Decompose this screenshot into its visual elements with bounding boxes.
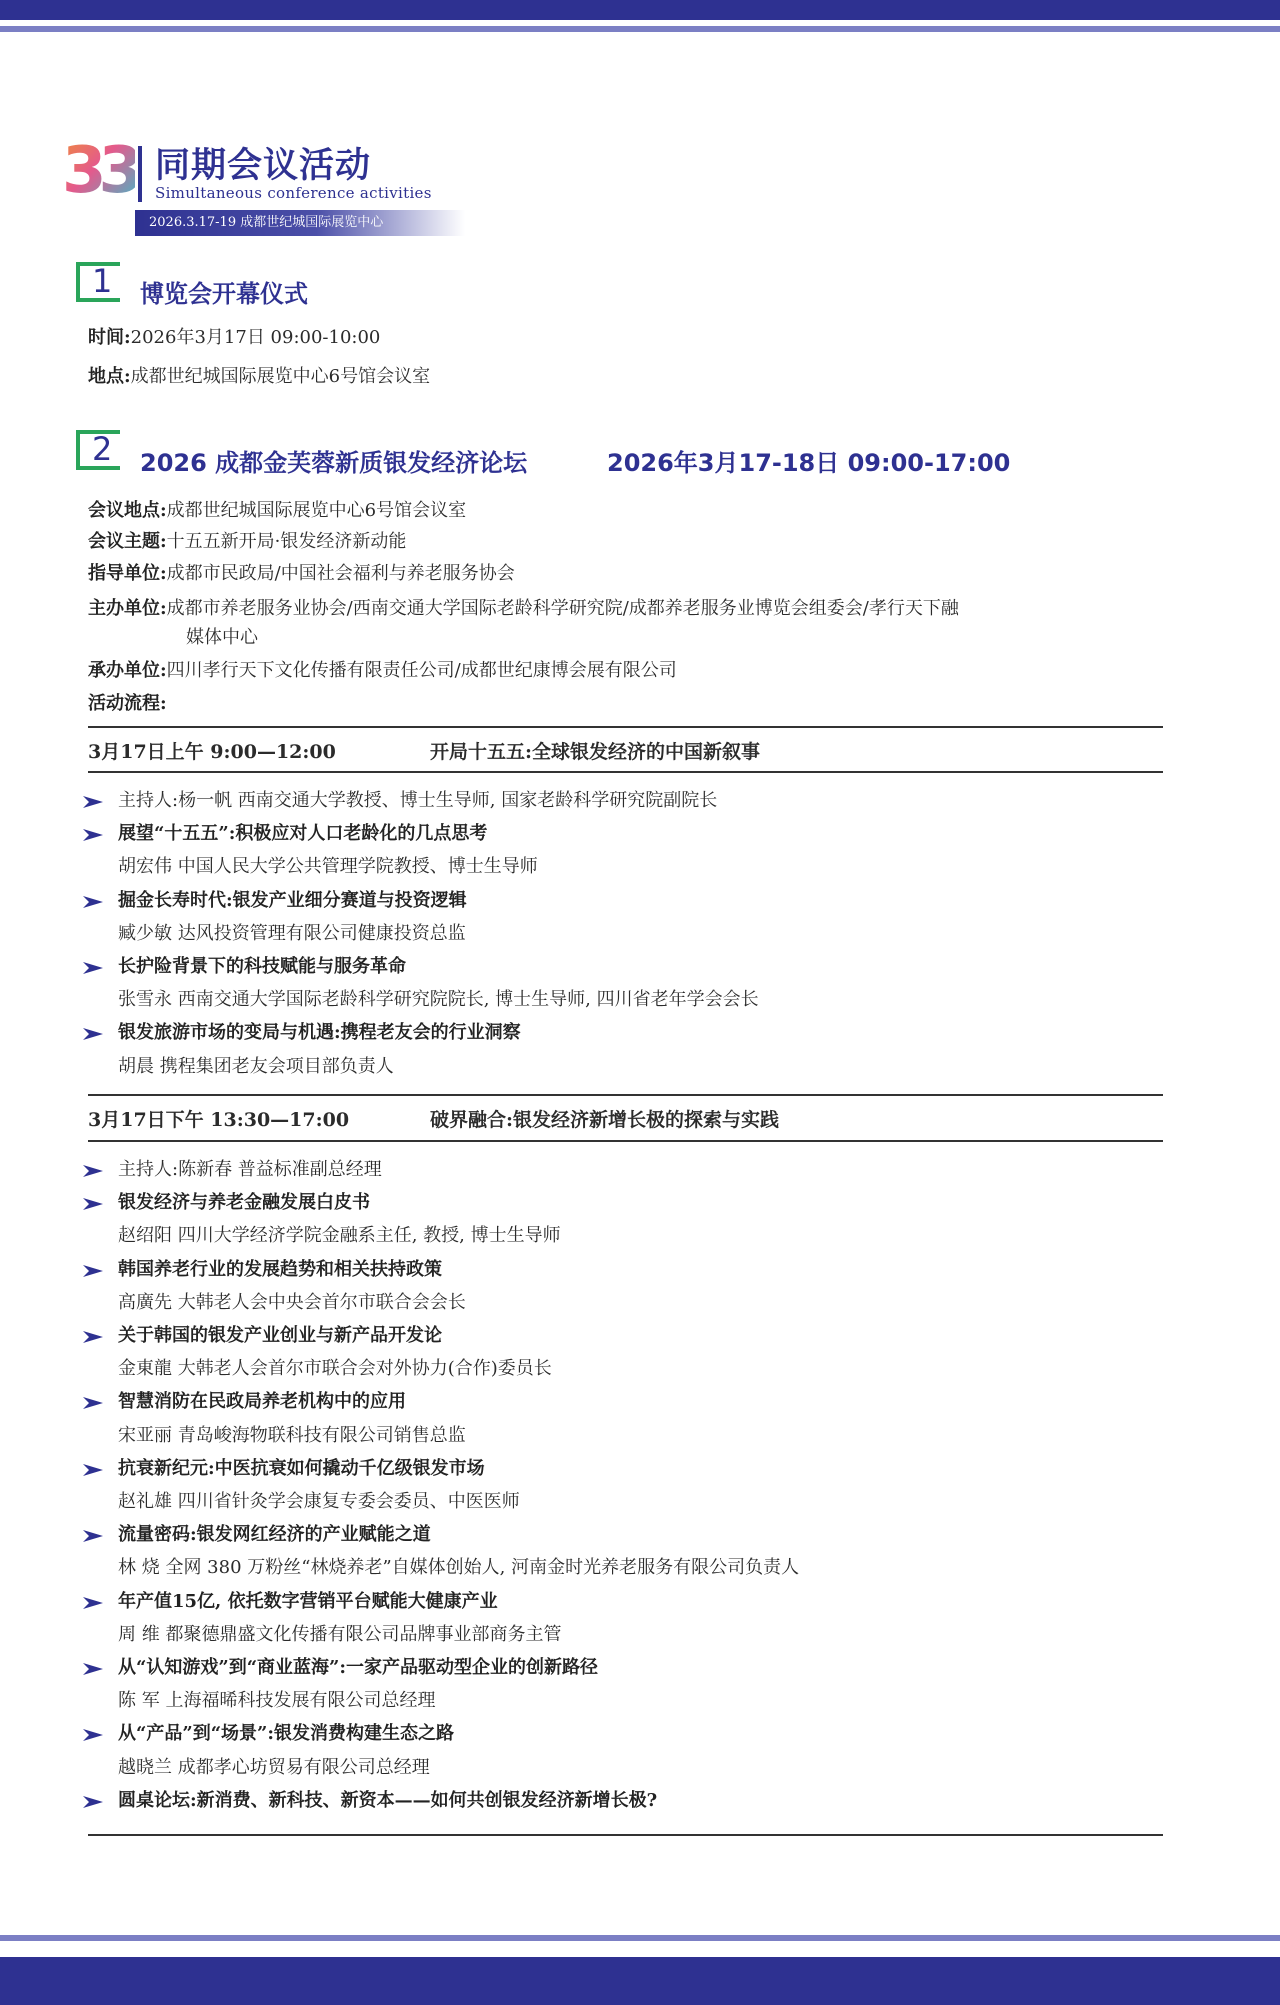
session-time: 3月17日下午 13:30—17:00 bbox=[88, 1109, 350, 1131]
section-title-2: 2026 成都金芙蓉新质银发经济论坛 bbox=[140, 449, 528, 477]
bullet-arrow-icon bbox=[82, 1197, 104, 1211]
place-row bbox=[88, 364, 430, 390]
info-label: 指导单位: bbox=[88, 563, 167, 584]
speaker-line: 陈 军 上海福晞科技发展有限公司总经理 bbox=[118, 1690, 436, 1712]
info-label: 活动流程: bbox=[88, 693, 167, 714]
bullet-arrow-icon bbox=[82, 1164, 104, 1178]
talk-title: 银发经济与养老金融发展白皮书 bbox=[118, 1192, 370, 1214]
host-line: 主持人:陈新春 普益标准副总经理 bbox=[118, 1159, 382, 1180]
speaker-line: 胡宏伟 中国人民大学公共管理学院教授、博士生导师 bbox=[118, 856, 538, 878]
speaker-line: 周 维 都聚德鼎盛文化传播有限公司品牌事业部商务主管 bbox=[118, 1623, 562, 1645]
speaker-line: 张雪永 西南交通大学国际老龄科学研究院院长, 博士生导师, 四川省老年学会会长 bbox=[118, 989, 759, 1011]
info-label: 主办单位: bbox=[88, 598, 167, 619]
talk-title: 关于韩国的银发产业创业与新产品开发论 bbox=[118, 1325, 442, 1346]
section-number-box-1 bbox=[76, 262, 120, 302]
bullet-arrow-icon bbox=[82, 1463, 104, 1477]
bullet-arrow-icon bbox=[82, 895, 104, 909]
talk-title: 抗衰新纪元:中医抗衰如何撬动千亿级银发市场 bbox=[118, 1457, 485, 1479]
speaker-line: 赵礼雄 四川省针灸学会康复专委会委员、中医医师 bbox=[118, 1491, 520, 1512]
speaker-line: 金東龍 大韩老人会首尔市联合会对外协力(合作)委员长 bbox=[118, 1358, 552, 1380]
divider-line bbox=[88, 1140, 1163, 1142]
bottom-banner-bar bbox=[0, 1957, 1280, 2005]
speaker-line: 越晓兰 成都孝心坊贸易有限公司总经理 bbox=[118, 1756, 430, 1778]
info-value: 十五五新开局·银发经济新动能 bbox=[166, 531, 407, 552]
time-label: 时间: bbox=[88, 327, 131, 348]
talk-title: 年产值15亿, 依托数字营销平台赋能大健康产业 bbox=[118, 1590, 498, 1612]
talk-title: 从“产品”到“场景”:银发消费构建生态之路 bbox=[118, 1723, 455, 1745]
bullet-arrow-icon bbox=[82, 795, 104, 809]
page-title: 同期会议活动 bbox=[155, 146, 372, 186]
info-value: 成都市养老服务业协会/西南交通大学国际老龄科学研究院/成都养老服务业博览会组委会/孝行天下融 bbox=[166, 598, 959, 619]
bullet-arrow-icon bbox=[82, 1662, 104, 1676]
info-row bbox=[88, 498, 466, 524]
info-label: 会议地点: bbox=[88, 500, 167, 521]
bullet-arrow-icon bbox=[82, 1728, 104, 1742]
talk-title: 韩国养老行业的发展趋势和相关扶持政策 bbox=[118, 1258, 442, 1280]
speaker-line: 林 烧 全网 380 万粉丝“林烧养老”自媒体创始人, 河南金时光养老服务有限公司负责人 bbox=[118, 1557, 800, 1579]
bullet-arrow-icon bbox=[82, 1596, 104, 1610]
session-theme: 开局十五五:全球银发经济的中国新叙事 bbox=[430, 741, 761, 763]
info-row bbox=[88, 561, 515, 587]
talk-title: 流量密码:银发网红经济的产业赋能之道 bbox=[118, 1524, 431, 1546]
session-theme: 破界融合:银发经济新增长极的探索与实践 bbox=[430, 1109, 780, 1131]
section-number: 2 bbox=[92, 430, 113, 468]
time-value: 2026年3月17日 09:00-10:00 bbox=[130, 327, 381, 348]
talk-title: 从“认知游戏”到“商业蓝海”:一家产品驱动型企业的创新路径 bbox=[118, 1657, 599, 1678]
bullet-arrow-icon bbox=[82, 1027, 104, 1041]
divider-line bbox=[88, 771, 1163, 773]
bullet-arrow-icon bbox=[82, 1396, 104, 1410]
speaker-line: 赵绍阳 四川大学经济学院金融系主任, 教授, 博士生导师 bbox=[118, 1225, 561, 1247]
divider-line bbox=[88, 726, 1163, 728]
page-subtitle: Simultaneous conference activities bbox=[155, 184, 432, 202]
info-label: 会议主题: bbox=[88, 531, 167, 552]
divider-line bbox=[88, 1094, 1163, 1096]
info-row bbox=[88, 658, 677, 684]
speaker-line: 胡晨 携程集团老友会项目部负责人 bbox=[118, 1055, 394, 1077]
place-label: 地点: bbox=[88, 366, 131, 387]
info-row bbox=[88, 529, 406, 555]
divider-line bbox=[88, 1834, 1163, 1836]
bullet-arrow-icon bbox=[82, 1795, 104, 1809]
session-time: 3月17日上午 9:00—12:00 bbox=[88, 741, 336, 763]
section-number-box-2 bbox=[76, 430, 120, 470]
roundtable-title: 圆桌论坛:新消费、新科技、新资本——如何共创银发经济新增长极? bbox=[118, 1789, 658, 1811]
bullet-arrow-icon bbox=[82, 961, 104, 975]
talk-title: 长护险背景下的科技赋能与服务革命 bbox=[118, 956, 406, 977]
speaker-line: 高廣先 大韩老人会中央会首尔市联合会会长 bbox=[118, 1291, 466, 1313]
time-row bbox=[88, 325, 380, 351]
talk-title: 智慧消防在民政局养老机构中的应用 bbox=[118, 1391, 406, 1413]
top-banner-bar bbox=[0, 0, 1280, 20]
section-title-1: 博览会开幕仪式 bbox=[140, 280, 308, 308]
host-line: 主持人:杨一帆 西南交通大学教授、博士生导师, 国家老龄科学研究院副院长 bbox=[118, 790, 718, 811]
bottom-accent-bar bbox=[0, 1935, 1280, 1941]
info-row bbox=[88, 596, 959, 622]
speaker-line: 宋亚丽 青岛峻海物联科技有限公司销售总监 bbox=[118, 1424, 466, 1446]
info-value: 成都市民政局/中国社会福利与养老服务协会 bbox=[166, 563, 515, 584]
info-value-continued: 媒体中心 bbox=[186, 627, 258, 648]
top-accent-bar bbox=[0, 26, 1280, 32]
talk-title: 掘金长寿时代:银发产业细分赛道与投资逻辑 bbox=[118, 889, 467, 911]
logo-number: 33 bbox=[62, 134, 136, 208]
bullet-arrow-icon bbox=[82, 1529, 104, 1543]
speaker-line: 臧少敏 达风投资管理有限公司健康投资总监 bbox=[118, 922, 466, 944]
bullet-arrow-icon bbox=[82, 1330, 104, 1344]
info-value: 成都世纪城国际展览中心6号馆会议室 bbox=[166, 500, 467, 521]
info-row bbox=[88, 691, 167, 717]
place-value: 成都世纪城国际展览中心6号馆会议室 bbox=[130, 366, 431, 387]
date-venue-banner: 2026.3.17-19 成都世纪城国际展览中心 bbox=[135, 210, 465, 236]
info-label: 承办单位: bbox=[88, 660, 167, 681]
bullet-arrow-icon bbox=[82, 828, 104, 842]
forum-datetime: 2026年3月17-18日 09:00-17:00 bbox=[607, 449, 1011, 477]
talk-title: 展望“十五五”:积极应对人口老龄化的几点思考 bbox=[118, 823, 488, 845]
section-number: 1 bbox=[92, 262, 113, 300]
talk-title: 银发旅游市场的变局与机遇:携程老友会的行业洞察 bbox=[118, 1022, 521, 1044]
info-value: 四川孝行天下文化传播有限责任公司/成都世纪康博会展有限公司 bbox=[166, 660, 677, 681]
header-divider bbox=[138, 146, 142, 202]
bullet-arrow-icon bbox=[82, 1264, 104, 1278]
